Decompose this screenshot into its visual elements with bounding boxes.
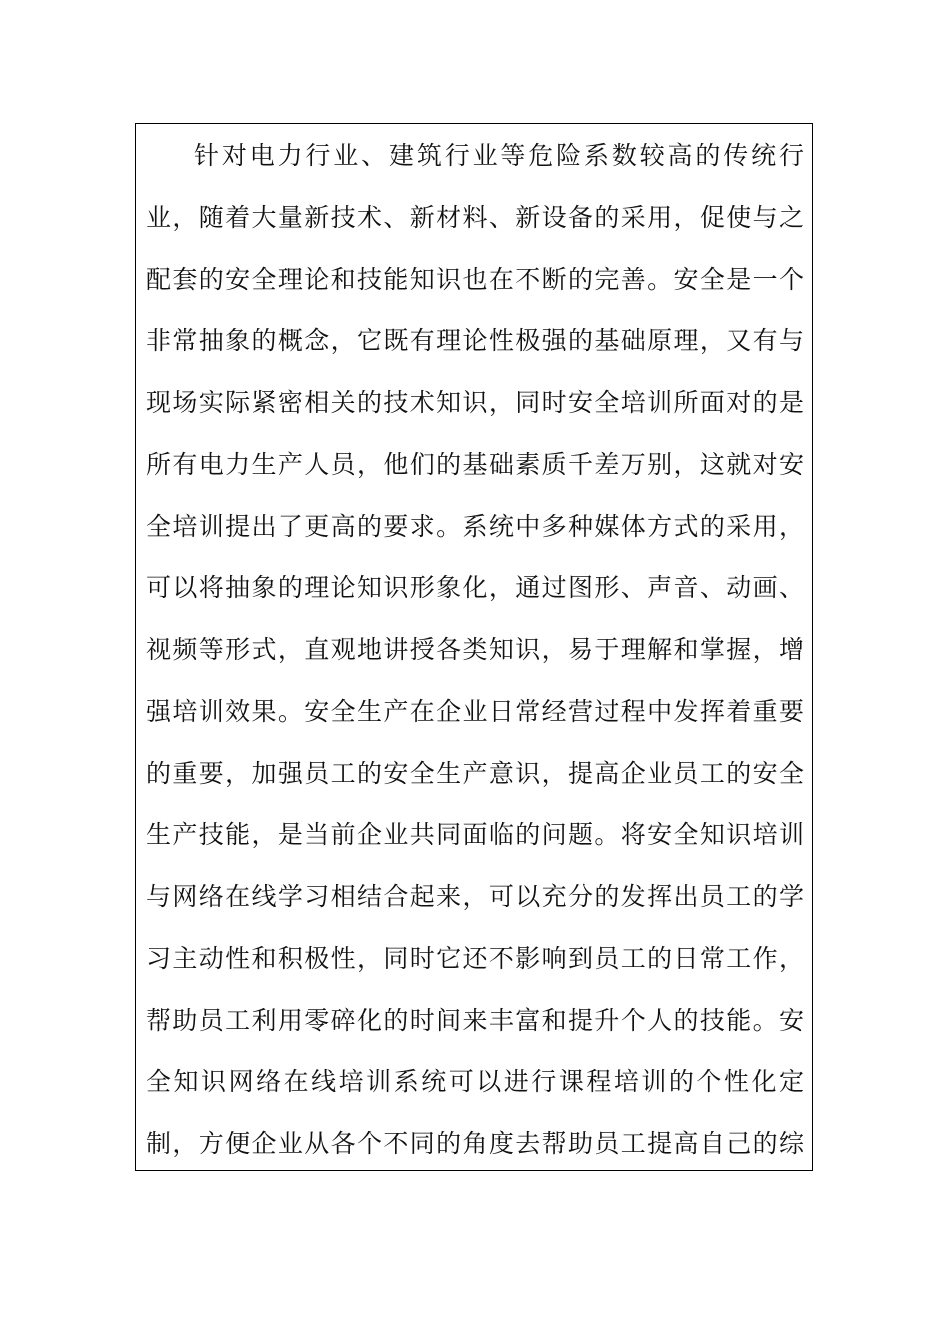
paragraph-line-9: 视频等形式，直观地讲授各类知识，易于理解和掌握，增	[146, 635, 804, 664]
paragraph-line-3: 配套的安全理论和技能知识也在不断的完善。安全是一个	[146, 265, 804, 294]
bordered-text-box	[135, 123, 813, 1171]
paragraph-line-2: 业，随着大量新技术、新材料、新设备的采用，促使与之	[146, 203, 804, 232]
paragraph-line-14: 习主动性和积极性，同时它还不影响到员工的日常工作，	[146, 944, 804, 973]
paragraph-line-13: 与网络在线学习相结合起来，可以充分的发挥出员工的学	[146, 882, 804, 911]
paragraph-line-4: 非常抽象的概念，它既有理论性极强的基础原理，又有与	[146, 326, 804, 355]
paragraph-line-1: 针对电力行业、建筑行业等危险系数较高的传统行	[194, 141, 804, 170]
paragraph-line-16: 全知识网络在线培训系统可以进行课程培训的个性化定	[146, 1067, 804, 1096]
paragraph-line-5: 现场实际紧密相关的技术知识，同时安全培训所面对的是	[146, 388, 804, 417]
paragraph-line-8: 可以将抽象的理论知识形象化，通过图形、声音、动画、	[146, 573, 804, 602]
paragraph-line-10: 强培训效果。安全生产在企业日常经营过程中发挥着重要	[146, 697, 804, 726]
paragraph-line-6: 所有电力生产人员，他们的基础素质千差万别，这就对安	[146, 450, 804, 479]
paragraph-line-17: 制，方便企业从各个不同的角度去帮助员工提高自己的综	[146, 1129, 804, 1158]
paragraph-line-12: 生产技能，是当前企业共同面临的问题。将安全知识培训	[146, 820, 804, 849]
paragraph-line-7: 全培训提出了更高的要求。系统中多种媒体方式的采用，	[146, 512, 804, 541]
paragraph-line-15: 帮助员工利用零碎化的时间来丰富和提升个人的技能。安	[146, 1006, 804, 1035]
paragraph-line-11: 的重要，加强员工的安全生产意识，提高企业员工的安全	[146, 759, 804, 788]
